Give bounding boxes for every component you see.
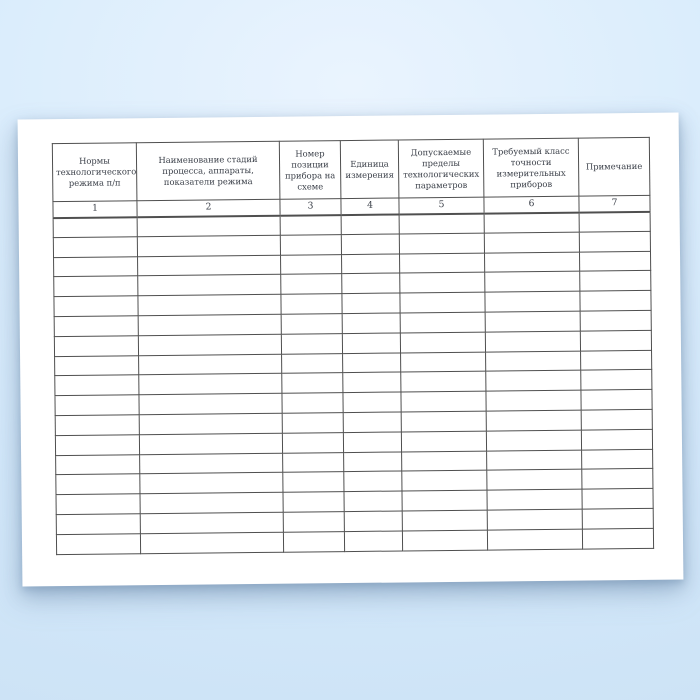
empty-cell <box>484 252 579 273</box>
empty-cell <box>283 452 344 472</box>
empty-cell <box>581 350 652 371</box>
empty-cell <box>54 256 138 277</box>
empty-cell <box>139 433 282 454</box>
empty-cell <box>485 291 580 312</box>
empty-cell <box>343 432 401 452</box>
empty-cell <box>139 413 282 434</box>
empty-cell <box>485 331 580 352</box>
column-number-3: 3 <box>280 199 341 216</box>
empty-cell <box>344 471 402 491</box>
empty-cell <box>53 217 137 238</box>
empty-cell <box>401 411 486 432</box>
empty-cell <box>342 254 400 274</box>
empty-cell <box>402 530 487 551</box>
empty-cell <box>344 491 402 511</box>
empty-cell <box>484 212 579 233</box>
empty-cell <box>138 314 281 335</box>
empty-cell <box>581 429 652 450</box>
empty-cell <box>55 395 139 416</box>
column-header-measurement-unit: Единица измерения <box>340 140 399 199</box>
empty-cell <box>399 253 484 274</box>
empty-cell <box>344 511 402 531</box>
empty-cell <box>282 432 343 452</box>
empty-cell <box>399 213 484 234</box>
column-number-6: 6 <box>484 196 579 213</box>
empty-cell <box>342 273 400 293</box>
empty-cell <box>486 390 581 411</box>
empty-cell <box>55 375 139 396</box>
empty-cell <box>342 293 400 313</box>
column-header-device-position: Номер позиции прибора на схеме <box>279 141 341 200</box>
empty-cell <box>140 453 283 474</box>
table-body <box>53 211 653 554</box>
empty-cell <box>582 449 653 470</box>
empty-cell <box>399 233 484 254</box>
empty-cell <box>283 492 344 512</box>
empty-cell <box>140 512 283 533</box>
column-number-1: 1 <box>53 201 137 218</box>
empty-cell <box>281 274 342 294</box>
empty-cell <box>581 370 652 391</box>
empty-cell <box>487 529 582 550</box>
empty-cell <box>485 271 580 292</box>
empty-cell <box>56 514 140 535</box>
empty-cell <box>487 509 582 530</box>
empty-cell <box>581 390 652 411</box>
empty-cell <box>487 469 582 490</box>
column-number-4: 4 <box>341 198 399 215</box>
empty-cell <box>138 294 281 315</box>
empty-cell <box>280 234 341 254</box>
empty-cell <box>485 311 580 332</box>
empty-cell <box>140 532 283 553</box>
empty-cell <box>484 232 579 253</box>
empty-cell <box>582 469 653 490</box>
empty-cell <box>140 473 283 494</box>
empty-cell <box>582 528 653 549</box>
empty-cell <box>486 410 581 431</box>
empty-cell <box>139 354 282 375</box>
empty-cell <box>344 531 402 551</box>
empty-cell <box>281 294 342 314</box>
empty-cell <box>54 296 138 317</box>
empty-cell <box>487 450 582 471</box>
empty-cell <box>402 470 487 491</box>
column-number-2: 2 <box>137 199 280 216</box>
empty-cell <box>582 488 653 509</box>
empty-cell <box>282 393 343 413</box>
empty-cell <box>54 336 138 357</box>
empty-cell <box>401 431 486 452</box>
empty-cell <box>343 353 401 373</box>
empty-cell <box>401 352 486 373</box>
empty-cell <box>486 430 581 451</box>
empty-cell <box>280 215 341 235</box>
empty-cell <box>55 415 139 436</box>
column-header-accuracy-class: Требуемый класс точности измерительных приборов <box>483 138 579 197</box>
column-number-5: 5 <box>399 197 484 214</box>
empty-cell <box>400 312 485 333</box>
empty-cell <box>341 234 399 254</box>
column-header-process-stages: Наименование стадий процесса, аппараты, показатели режима <box>136 141 280 200</box>
empty-cell <box>139 393 282 414</box>
empty-cell <box>343 392 401 412</box>
empty-cell <box>580 310 651 331</box>
empty-cell <box>580 271 651 292</box>
empty-cell <box>580 330 651 351</box>
table-header-row <box>52 137 650 201</box>
empty-cell <box>54 316 138 337</box>
empty-cell <box>487 489 582 510</box>
empty-cell <box>400 292 485 313</box>
empty-cell <box>400 332 485 353</box>
empty-cell <box>281 333 342 353</box>
empty-cell <box>138 334 281 355</box>
column-header-allowed-limits: Допускаемые пределы технологических параметров <box>398 139 484 198</box>
empty-cell <box>282 413 343 433</box>
empty-cell <box>400 272 485 293</box>
empty-cell <box>282 353 343 373</box>
empty-cell <box>579 231 650 252</box>
empty-cell <box>56 454 140 475</box>
empty-cell <box>402 510 487 531</box>
column-header-notes: Примечание <box>578 137 650 196</box>
column-header-regime-norms: Нормы технологического режима п/п <box>52 143 137 202</box>
empty-cell <box>341 214 399 234</box>
empty-cell <box>281 314 342 334</box>
empty-cell <box>402 451 487 472</box>
technological-regime-table <box>52 137 654 555</box>
empty-cell <box>137 235 280 256</box>
empty-cell <box>401 371 486 392</box>
empty-cell <box>344 452 402 472</box>
empty-cell <box>579 251 650 272</box>
empty-cell <box>55 355 139 376</box>
empty-cell <box>137 215 280 236</box>
empty-cell <box>486 370 581 391</box>
empty-cell <box>283 512 344 532</box>
empty-cell <box>281 254 342 274</box>
document-sheet <box>18 113 684 587</box>
empty-cell <box>138 255 281 276</box>
empty-cell <box>282 373 343 393</box>
empty-cell <box>581 409 652 430</box>
empty-cell <box>486 351 581 372</box>
empty-cell <box>579 211 650 232</box>
empty-cell <box>139 374 282 395</box>
empty-cell <box>342 333 400 353</box>
empty-cell <box>401 391 486 412</box>
empty-cell <box>283 472 344 492</box>
empty-cell <box>138 275 281 296</box>
empty-cell <box>53 237 137 258</box>
column-number-7: 7 <box>579 195 650 212</box>
empty-cell <box>140 492 283 513</box>
empty-cell <box>580 291 651 312</box>
empty-cell <box>343 412 401 432</box>
empty-cell <box>402 490 487 511</box>
empty-cell <box>55 434 139 455</box>
empty-cell <box>56 494 140 515</box>
empty-cell <box>54 276 138 297</box>
empty-cell <box>56 474 140 495</box>
empty-cell <box>56 533 140 554</box>
empty-cell <box>582 508 653 529</box>
empty-cell <box>342 313 400 333</box>
empty-cell <box>283 531 344 551</box>
empty-cell <box>343 372 401 392</box>
